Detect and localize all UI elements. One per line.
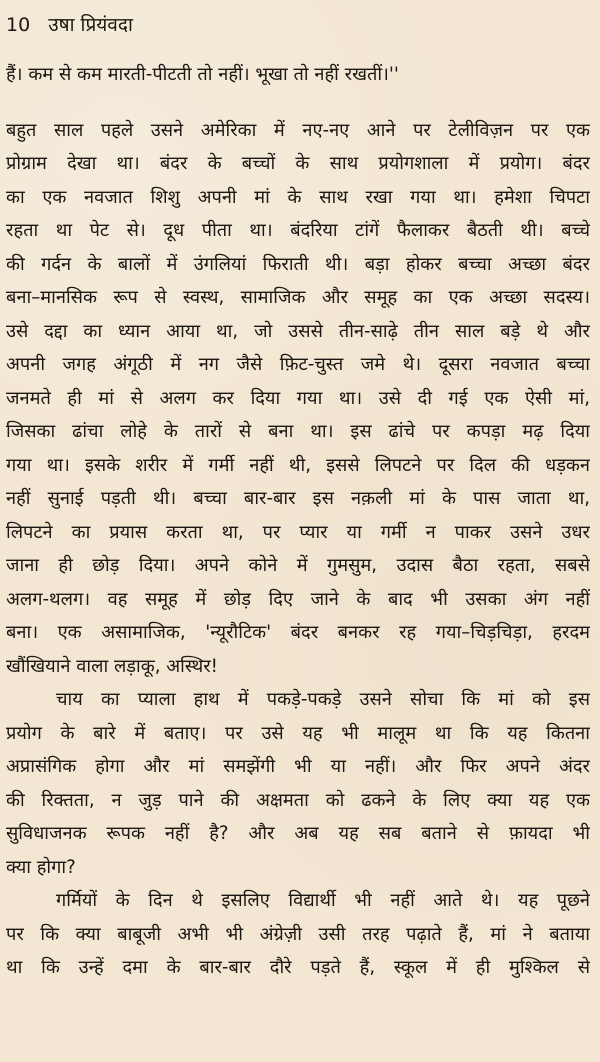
text-line: था कि उन्हें दमा के बार-बार दौरे पड़ते हैं, स्कूल में ही मुश्किल से [6, 957, 590, 978]
page-number: 10 [6, 14, 31, 36]
text-line: प्रयोग के बारे में बताए। पर उसे यह भी मालूम था कि यह कितना [6, 722, 590, 744]
text-line: लिपटने का प्रयास करता था, पर प्यार या गर्मी न पाकर उसने उधर [6, 521, 590, 543]
page-header [6, 10, 590, 40]
text-line: पर कि क्या बाबूजी अभी भी अंग्रेज़ी उसी तरह पढ़ाते हैं, मां ने बताया [6, 923, 590, 945]
text-line: सुविधाजनक रूपक नहीं है? और अब यह सब बताने से फ़ायदा भी [6, 823, 590, 844]
text-line: जिसका ढांचा लोहे के तारों से बना था। इस ढांचे पर कपड़ा मढ़ दिया [6, 421, 590, 442]
text-line: रहता था पेट से। दूध पीता था। बंदरिया टांगें फैलाकर बैठती थी। बच्चे [6, 220, 590, 241]
text-line: बना–मानसिक रूप से स्वस्थ, सामाजिक और समूह का एक अच्छा सदस्य। [6, 287, 590, 308]
running-title: उषा प्रियंवदा [48, 14, 133, 36]
text-line: खौंखियाने वाला लड़ाकू, अस्थिर! [6, 655, 218, 677]
text-line: अप्रासंगिक होगा और मां समझेंगी भी या नहीं। और फिर अपने अंदर [6, 756, 590, 777]
text-line: की रिक्तता, न जुड़ पाने की अक्षमता को ढकने के लिए क्या यह एक [6, 789, 590, 811]
text-line: जाना ही छोड़ दिया। अपने कोने में गुमसुम, उदास बैठा रहता, सबसे [6, 555, 590, 576]
text-line: क्या होगा? [6, 856, 76, 878]
text-line: जनमते ही मां से अलग कर दिया गया था। उसे दी गई एक ऐसी मां, [6, 387, 590, 409]
page-content [6, 58, 590, 985]
text-line: गया था। इसके शरीर में गर्मी नहीं थी, इससे लिपटने पर दिल की धड़कन [6, 454, 590, 476]
text-line: अलग-थलग। वह समूह में छोड़ दिए जाने के बाद भी उसका अंग नहीं [6, 588, 590, 610]
text-line: बहुत साल पहले उसने अमेरिका में नए-नए आने पर टेलीविज़न पर एक [6, 119, 590, 141]
text-line: गर्मियों के दिन थे इसलिए विद्यार्थी भी नहीं आते थे। यह पूछने [56, 890, 590, 911]
section-gap [6, 92, 590, 114]
text-line: चाय का प्याला हाथ में पकड़े-पकड़े उसने सोचा कि मां को इस [56, 689, 590, 710]
text-line: प्रोग्राम देखा था। बंदर के बच्चों के साथ प्रयोगशाला में प्रयोग। बंदर [6, 153, 590, 174]
text-line: उसे दद्दा का ध्यान आया था, जो उससे तीन-साढ़े तीन साल बड़े थे और [6, 320, 590, 342]
text-line: की गर्दन के बालों में उंगलियां फिराती थी। बड़ा होकर बच्चा अच्छा बंदर [6, 253, 590, 275]
text-line: हैं। कम से कम मारती-पीटती तो नहीं। भूखा तो नहीं रखतीं।'' [6, 64, 399, 85]
text-line: नहीं सुनाई पड़ती थी। बच्चा बार-बार इस नक़ली मां के पास जाता था, [6, 488, 590, 509]
text-line: अपनी जगह अंगूठी में नग जैसे फ़िट-चुस्त जमे थे। दूसरा नवजात बच्चा [6, 354, 590, 375]
text-line: का एक नवजात शिशु अपनी मां के साथ रखा गया था। हमेशा चिपटा [6, 186, 590, 208]
text-line: बना। एक असामाजिक, 'न्यूरौटिक' बंदर बनकर रह गया–चिड़चिड़ा, हरदम [6, 622, 590, 643]
